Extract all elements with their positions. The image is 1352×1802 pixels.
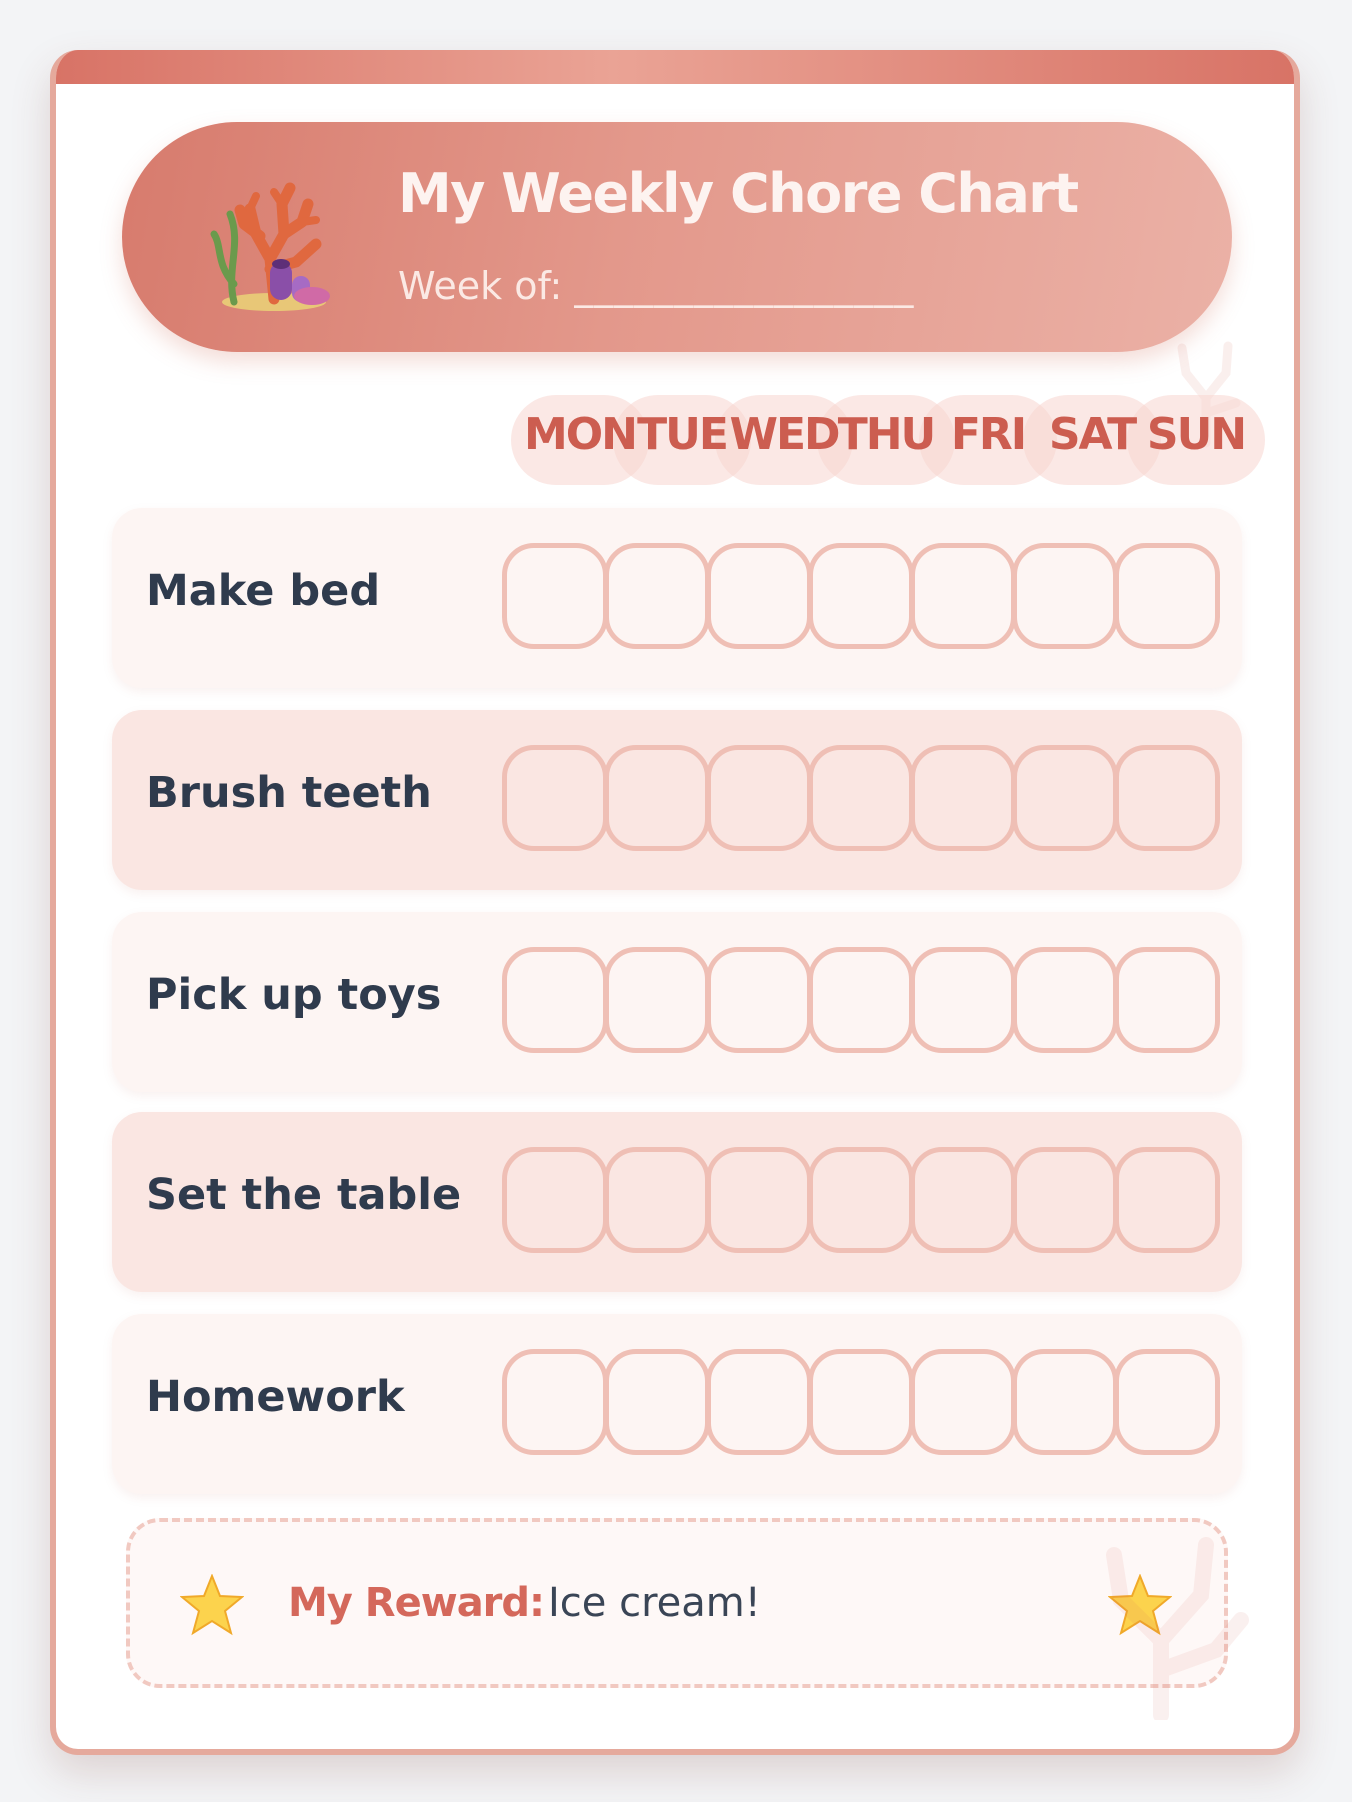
- coral-icon: [204, 174, 344, 314]
- day-label-tue: TUE: [637, 409, 727, 460]
- chore-row: [112, 1314, 1242, 1494]
- chore-row: [112, 1112, 1242, 1292]
- checkbox-sun[interactable]: [1114, 1349, 1220, 1455]
- checkbox-thu[interactable]: [808, 1147, 914, 1253]
- checkbox-tue[interactable]: [604, 543, 710, 649]
- day-header-row: [56, 395, 1294, 485]
- chore-chart-card: [50, 50, 1300, 1755]
- week-of-line: [398, 264, 914, 308]
- checkbox-thu[interactable]: [808, 745, 914, 851]
- reward-value[interactable]: Ice cream!: [548, 1580, 761, 1626]
- checkbox-mon[interactable]: [502, 543, 608, 649]
- checkbox-sun[interactable]: [1114, 745, 1220, 851]
- checkbox-thu[interactable]: [808, 947, 914, 1053]
- top-accent-strip: [56, 50, 1294, 84]
- checkbox-wed[interactable]: [706, 1349, 812, 1455]
- checkbox-mon[interactable]: [502, 1147, 608, 1253]
- checkbox-tue[interactable]: [604, 947, 710, 1053]
- checkbox-fri[interactable]: [910, 947, 1016, 1053]
- star-icon: [180, 1574, 244, 1636]
- checkbox-sun[interactable]: [1114, 543, 1220, 649]
- day-label-thu: THU: [837, 409, 935, 460]
- checkbox-tue[interactable]: [604, 1147, 710, 1253]
- chore-label: Pick up toys: [146, 970, 442, 1020]
- week-of-blank[interactable]: _________________: [574, 264, 915, 308]
- checkbox-fri[interactable]: [910, 745, 1016, 851]
- chore-label: Make bed: [146, 566, 381, 616]
- coral-watermark-icon: [1066, 1520, 1256, 1720]
- checkbox-fri[interactable]: [910, 1349, 1016, 1455]
- checkbox-thu[interactable]: [808, 543, 914, 649]
- checkbox-tue[interactable]: [604, 1349, 710, 1455]
- checkbox-sat[interactable]: [1012, 1349, 1118, 1455]
- checkbox-mon[interactable]: [502, 947, 608, 1053]
- checkbox-mon[interactable]: [502, 745, 608, 851]
- day-label-fri: FRI: [950, 409, 1026, 460]
- reward-label: My Reward:: [288, 1580, 545, 1626]
- day-label-mon: MON: [523, 409, 636, 460]
- checkbox-mon[interactable]: [502, 1349, 608, 1455]
- checkbox-fri[interactable]: [910, 543, 1016, 649]
- checkbox-sat[interactable]: [1012, 1147, 1118, 1253]
- checkbox-tue[interactable]: [604, 745, 710, 851]
- checkbox-wed[interactable]: [706, 1147, 812, 1253]
- checkbox-sun[interactable]: [1114, 1147, 1220, 1253]
- checkbox-thu[interactable]: [808, 1349, 914, 1455]
- checkbox-fri[interactable]: [910, 1147, 1016, 1253]
- day-label-sat: SAT: [1048, 409, 1136, 460]
- chore-label: Brush teeth: [146, 768, 432, 818]
- week-of-label: Week of:: [398, 264, 563, 308]
- checkbox-sat[interactable]: [1012, 947, 1118, 1053]
- checkbox-wed[interactable]: [706, 543, 812, 649]
- checkbox-wed[interactable]: [706, 745, 812, 851]
- chore-row: [112, 912, 1242, 1092]
- checkbox-sat[interactable]: [1012, 543, 1118, 649]
- chore-label: Set the table: [146, 1170, 462, 1220]
- chart-header: [122, 122, 1232, 352]
- chore-row: [112, 710, 1242, 890]
- chart-title: My Weekly Chore Chart: [398, 162, 1078, 225]
- checkbox-wed[interactable]: [706, 947, 812, 1053]
- chore-label: Homework: [146, 1372, 405, 1422]
- day-label-sun: SUN: [1146, 409, 1246, 460]
- chore-row: [112, 508, 1242, 688]
- checkbox-sat[interactable]: [1012, 745, 1118, 851]
- reward-box: [126, 1518, 1228, 1688]
- checkbox-sun[interactable]: [1114, 947, 1220, 1053]
- day-label-wed: WED: [729, 409, 839, 460]
